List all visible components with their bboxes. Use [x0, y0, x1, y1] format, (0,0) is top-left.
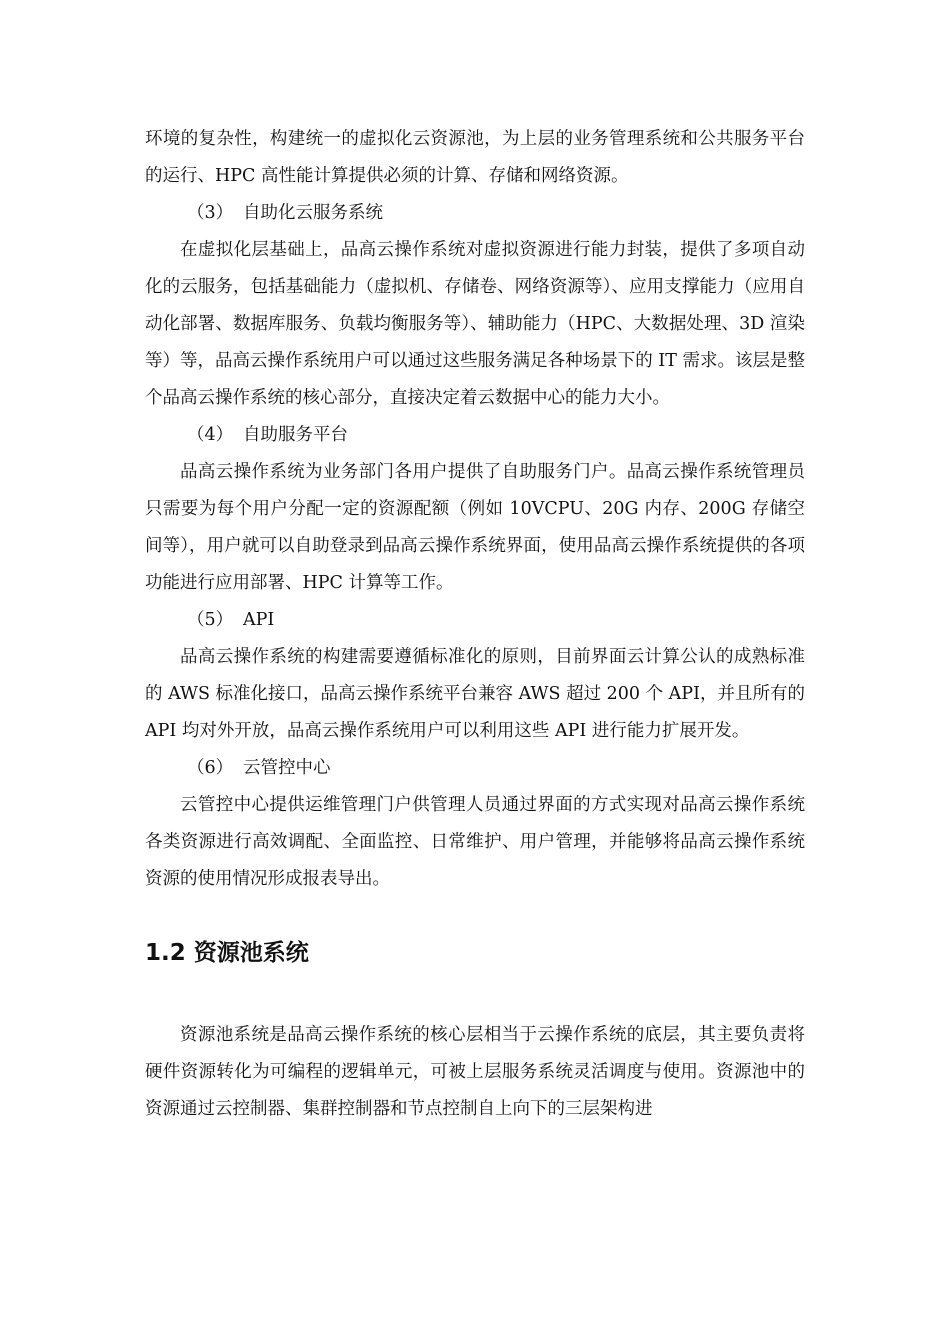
item-number: （5）	[187, 610, 234, 630]
paragraph: 云管控中心提供运维管理门户供管理人员通过界面的方式实现对品高云操作系统各类资源进行高效调配、全面监控、日常维护、用户管理，并能够将品高云操作系统资源的使用情况形成报表导出。	[145, 795, 805, 889]
paragraph: 环境的复杂性，构建统一的虚拟化云资源池，为上层的业务管理系统和公共服务平台的运行、HPC 高性能计算提供必须的计算、存储和网络资源。	[145, 129, 805, 186]
item-number: （6）	[187, 758, 234, 778]
item-title: 云管控中心	[243, 758, 331, 778]
paragraph: 资源池系统是品高云操作系统的核心层相当于云操作系统的底层，其主要负责将硬件资源转化为可编程的逻辑单元，可被上层服务系统灵活调度与使用。资源池中的资源通过云控制器、集群控制器和节点控制自上向下的三层架构进	[145, 1025, 805, 1119]
item-title: 自助服务平台	[243, 425, 348, 445]
item-number: （4）	[187, 425, 234, 445]
item-title: API	[243, 610, 275, 630]
paragraph: 品高云操作系统的构建需要遵循标准化的原则，目前界面云计算公认的成熟标准的 AWS 标准化接口，品高云操作系统平台兼容 AWS 超过 200 个 API，并且所有的 API 均对外开放，品高云操作系统用户可以利用这些 API 进行能力扩展开发。	[145, 647, 805, 741]
document-body	[145, 121, 805, 1128]
paragraph: 品高云操作系统为业务部门各用户提供了自助服务门户。品高云操作系统管理员只需要为每个用户分配一定的资源配额（例如 10VCPU、20G 内存、200G 存储空间等），用户就可以自助登录到品高云操作系统界面，使用品高云操作系统提供的各项功能进行应用部署、HPC 计算等工作。	[145, 462, 805, 593]
list-item-heading	[145, 195, 805, 232]
item-title: 自助化云服务系统	[243, 203, 383, 223]
section-heading: 1.2 资源池系统	[145, 940, 309, 966]
list-item-heading	[145, 417, 805, 454]
item-number: （3）	[187, 203, 234, 223]
list-item-heading	[145, 602, 805, 639]
list-item-heading	[145, 750, 805, 787]
paragraph: 在虚拟化层基础上，品高云操作系统对虚拟资源进行能力封装，提供了多项自动化的云服务，包括基础能力（虚拟机、存储卷、网络资源等）、应用支撑能力（应用自动化部署、数据库服务、负载均衡服务等）、辅助能力（HPC、大数据处理、3D 渲染等）等，品高云操作系统用户可以通过这些服务满足各种场景下的 IT 需求。该层是整个品高云操作系统的核心部分，直接决定着云数据中心的能力大小。	[145, 240, 805, 408]
